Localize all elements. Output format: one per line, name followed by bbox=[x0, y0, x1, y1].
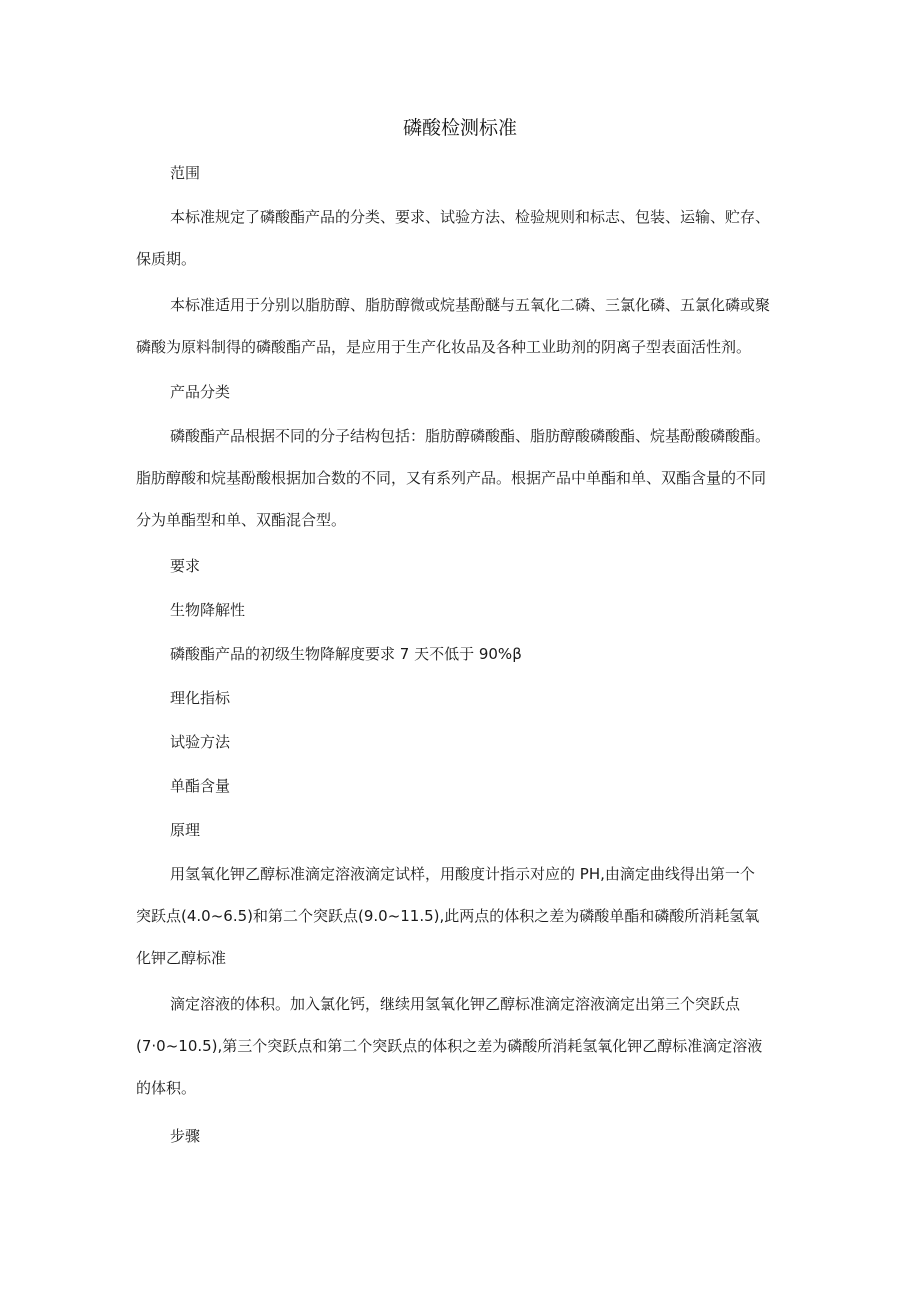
text-line: 本标准适用于分别以脂肪醇、脂肪醇微或烷基酚醚与五氧化二磷、三氯化磷、五氯化磷或聚 bbox=[170, 296, 771, 314]
paragraph-scope-1 bbox=[136, 207, 796, 269]
heading-text: 要求 bbox=[170, 557, 201, 575]
text-line: 脂肪醇酸和烷基酚酸根据加合数的不同，又有系列产品。根据产品中单酯和单、双酯含量的不同 bbox=[136, 469, 767, 487]
heading-text: 理化指标 bbox=[170, 689, 231, 707]
paragraph-classification bbox=[136, 426, 796, 530]
text-line: 突跃点(4.0~6.5)和第二个突跃点(9.0~11.5),此两点的体积之差为磷酸单酯和磷酸所消耗氢氧 bbox=[136, 907, 760, 925]
paragraph-scope-2 bbox=[136, 295, 796, 357]
heading-text: 步骤 bbox=[170, 1127, 201, 1145]
text-line: (7·0~10.5),第三个突跃点和第二个突跃点的体积之差为磷酸所消耗氢氧化钾乙醇标准滴定溶液 bbox=[136, 1037, 763, 1055]
heading-monoester bbox=[136, 776, 796, 796]
heading-physchem bbox=[136, 688, 796, 708]
text-line: 分为单酯型和单、双酯混合型。 bbox=[136, 511, 347, 529]
heading-steps bbox=[136, 1126, 796, 1146]
heading-text: 原理 bbox=[170, 821, 201, 839]
heading-text: 试验方法 bbox=[170, 733, 231, 751]
text-line: 磷酸酯产品根据不同的分子结构包括：脂肪醇磷酸酯、脂肪醇酸磷酸酯、烷基酚酸磷酸酯。 bbox=[170, 427, 771, 445]
text-line: 磷酸为原料制得的磷酸酯产品，是应用于生产化妆品及各种工业助剂的阴离子型表面活性剂。 bbox=[136, 338, 752, 356]
text-line: 化钾乙醇标准 bbox=[136, 949, 227, 967]
heading-scope bbox=[136, 163, 796, 183]
paragraph-principle-1 bbox=[136, 864, 796, 968]
heading-classification bbox=[136, 382, 796, 402]
paragraph-principle-2 bbox=[136, 994, 796, 1098]
heading-text: 单酯含量 bbox=[170, 777, 231, 795]
text-line: 的体积。 bbox=[136, 1079, 197, 1097]
heading-text: 产品分类 bbox=[170, 383, 231, 401]
text-line: 滴定溶液的体积。加入氯化钙，继续用氢氧化钾乙醇标准滴定溶液滴定出第三个突跃点 bbox=[170, 995, 741, 1013]
paragraph-biodegradability bbox=[136, 644, 796, 664]
heading-principle bbox=[136, 820, 796, 840]
text-line: 磷酸酯产品的初级生物降解度要求 7 天不低于 90%β bbox=[170, 645, 522, 663]
heading-text: 范围 bbox=[170, 164, 201, 182]
text-line: 用氢氧化钾乙醇标准滴定溶液滴定试样，用酸度计指示对应的 PH,由滴定曲线得出第一个 bbox=[170, 865, 755, 883]
text-line: 保质期。 bbox=[136, 250, 197, 268]
heading-text: 生物降解性 bbox=[170, 601, 246, 619]
heading-biodegradability bbox=[136, 600, 796, 620]
document-title: 磷酸检测标准 bbox=[402, 117, 517, 139]
text-line: 本标准规定了磷酸酯产品的分类、要求、试验方法、检验规则和标志、包装、运输、贮存、 bbox=[170, 208, 771, 226]
heading-test-method bbox=[136, 732, 796, 752]
heading-requirements bbox=[136, 556, 796, 576]
